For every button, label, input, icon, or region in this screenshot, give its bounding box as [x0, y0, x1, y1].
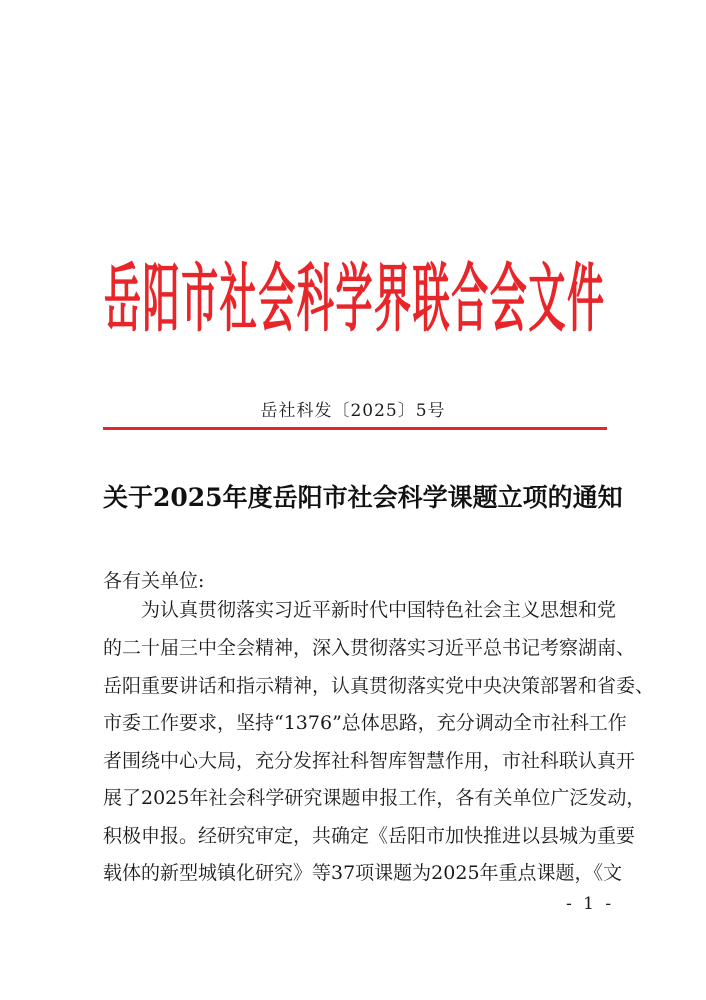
body-line: 者围绕中心大局，充分发挥社科智库智慧作用，市社科联认真开 — [103, 750, 636, 772]
masthead-char: 合 — [451, 254, 489, 342]
red-divider — [103, 427, 607, 430]
page-number: - 1 - — [566, 894, 615, 914]
body-line: 载体的新型城镇化研究》等37项课题为2025年重点课题，《文 — [103, 862, 623, 884]
body-line: 岳阳重要讲话和指示精神，认真贯彻落实党中央决策部署和省委、 — [103, 675, 655, 697]
masthead-char: 阳 — [142, 254, 180, 342]
salutation: 各有关单位: — [103, 570, 205, 592]
masthead-char: 科 — [296, 254, 334, 342]
body-line: 的二十届三中全会精神，深入贯彻落实习近平总书记考察湖南、 — [103, 637, 636, 659]
body-line: 为认真贯彻落实习近平新时代中国特色社会主义思想和党 — [103, 599, 617, 621]
document-number: 岳社科发〔2025〕5号 — [260, 401, 446, 421]
masthead-char: 件 — [566, 254, 604, 342]
masthead-char: 联 — [412, 254, 450, 342]
notice-title: 关于2025年度岳阳市社会科学课题立项的通知 — [103, 483, 623, 512]
masthead-char: 会 — [258, 254, 296, 342]
masthead-char: 界 — [374, 254, 412, 342]
masthead-char: 学 — [335, 254, 373, 342]
masthead-char: 岳 — [104, 254, 141, 342]
body-line: 展了2025年社会科学研究课题申报工作，各有关单位广泛发动， — [103, 787, 646, 809]
masthead-char: 市 — [181, 254, 219, 342]
masthead-char: 会 — [489, 254, 527, 342]
body-line: 市委工作要求，坚持“1376”总体思路，充分调动全市社科工作 — [103, 712, 627, 734]
masthead-title — [104, 254, 604, 342]
masthead-char: 社 — [219, 254, 257, 342]
masthead-char: 文 — [528, 254, 566, 342]
body-line: 积极申报。经研究审定，共确定《岳阳市加快推进以县城为重要 — [103, 825, 636, 847]
